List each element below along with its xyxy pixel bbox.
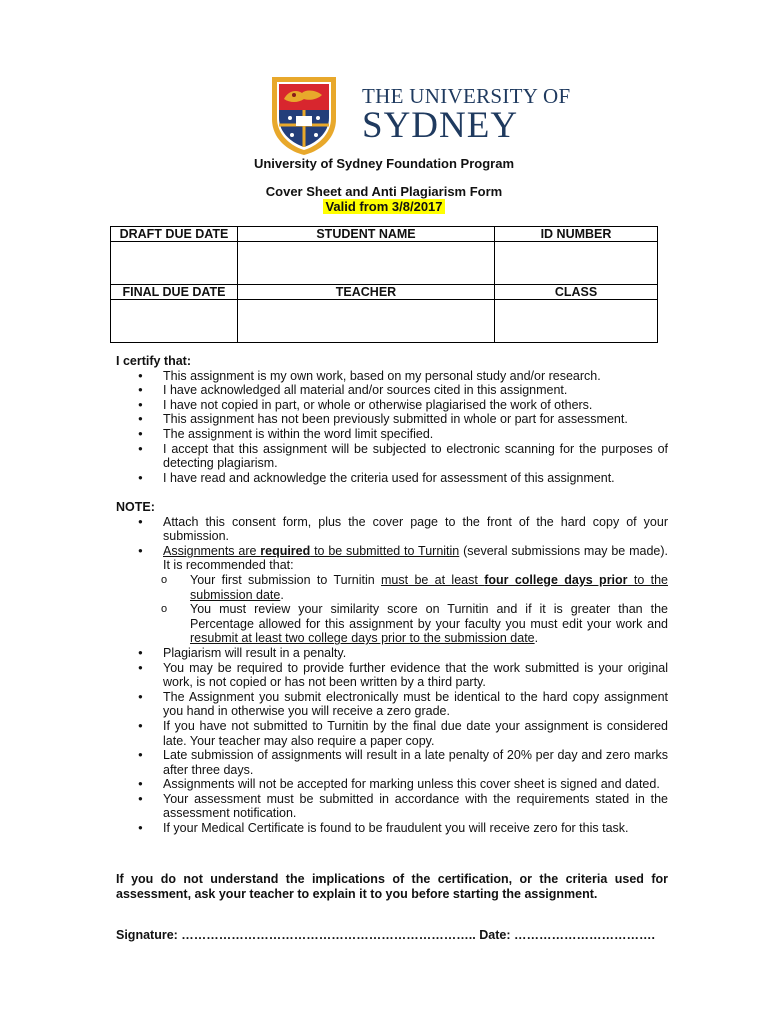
list-item: ● I have acknowledged all material and/or sources cited in this assignment. xyxy=(116,383,668,398)
list-item: ● The Assignment you submit electronically must be identical to the hard copy assignment you hand in otherwise you will receive a zero grade. xyxy=(116,690,668,719)
university-wordmark xyxy=(362,85,570,145)
id-number-cell[interactable] xyxy=(495,242,658,285)
list-item: ● If your Medical Certificate is found to be fraudulent you will receive zero for this task. xyxy=(116,821,668,836)
class-header: CLASS xyxy=(495,285,658,300)
list-item: ● The assignment is within the word limit specified. xyxy=(116,427,668,442)
sub-list-item: o You must review your similarity score on Turnitin and if it is greater than the Percentage allowed for this assignment by your faculty you must edit your work and resubmit at least two college days prior to the submission date. xyxy=(116,602,668,646)
certify-section xyxy=(116,354,668,485)
valid-date-line xyxy=(0,199,768,214)
list-item: ● I have read and acknowledge the criteria used for assessment of this assignment. xyxy=(116,471,668,486)
student-name-header: STUDENT NAME xyxy=(238,227,495,242)
student-info-table xyxy=(110,226,658,343)
university-crest-icon xyxy=(270,75,338,157)
signature-line xyxy=(116,928,655,942)
date-field[interactable]: ……………………………. xyxy=(513,928,655,942)
university-logo xyxy=(270,75,570,157)
wordmark-line-2: SYDNEY xyxy=(362,105,519,146)
turnitin-sublist xyxy=(163,573,668,646)
form-title: Cover Sheet and Anti Plagiarism Form xyxy=(265,184,503,199)
id-number-header: ID NUMBER xyxy=(495,227,658,242)
list-item: ● This assignment is my own work, based on my personal study and/or research. xyxy=(116,369,668,384)
draft-due-date-header: DRAFT DUE DATE xyxy=(111,227,238,242)
note-label: NOTE: xyxy=(116,500,155,514)
sub-list-item: o Your first submission to Turnitin must be at least four college days prior to the submission date. xyxy=(116,573,668,602)
list-item: ● I accept that this assignment will be subjected to electronic scanning for the purposes of detecting plagiarism. xyxy=(116,442,668,471)
list-item: ● This assignment has not been previously submitted in whole or part for assessment. xyxy=(116,412,668,427)
teacher-header: TEACHER xyxy=(238,285,495,300)
list-item: ● You may be required to provide further evidence that the work submitted is your original work, is not copied or has not been written by a third party. xyxy=(116,661,668,690)
list-item: ● Plagiarism will result in a penalty. xyxy=(116,646,668,661)
list-item: ● Your assessment must be submitted in accordance with the requirements stated in the assessment notification. xyxy=(116,792,668,821)
draft-due-date-cell[interactable] xyxy=(111,242,238,285)
note-list xyxy=(116,515,668,836)
final-due-date-cell[interactable] xyxy=(111,300,238,343)
list-item: ● Late submission of assignments will result in a late penalty of 20% per day and zero marks after three days. xyxy=(116,748,668,777)
student-name-cell[interactable] xyxy=(238,242,495,285)
certify-label: I certify that: xyxy=(116,354,192,368)
class-cell[interactable] xyxy=(495,300,658,343)
signature-field[interactable]: …………………………………………………………….. xyxy=(181,928,476,942)
teacher-cell[interactable] xyxy=(238,300,495,343)
certify-list xyxy=(116,369,668,486)
wordmark-line-1: THE UNIVERSITY OF xyxy=(362,84,571,108)
date-label: Date: xyxy=(479,928,511,942)
list-item: ● I have not copied in part, or whole or otherwise plagiarised the work of others. xyxy=(116,398,668,413)
program-title: University of Sydney Foundation Program xyxy=(253,156,515,171)
list-item: ● Assignments are required to be submitted to Turnitin (several submissions may be made). It is recommended that: o Your first submission to Turnitin must be at least four college days prior to the submission date. o You must review your similarity score on Turnitin and if it is greater than the Percentage allowed for this assignment by your faculty you must edit your work and resubmit at least two college days prior to the submission date. xyxy=(116,544,668,646)
list-item: ● If you have not submitted to Turnitin by the final due date your assignment is considered late. Your teacher may also require a paper copy. xyxy=(116,719,668,748)
valid-date-highlight: Valid from 3/8/2017 xyxy=(325,199,443,214)
note-section xyxy=(116,500,668,836)
closing-statement: If you do not understand the implications of the certification, or the criteria used for assessment, ask your teacher to explain it to you before starting the assignment. xyxy=(116,872,668,901)
list-item: ● Assignments will not be accepted for marking unless this cover sheet is signed and dated. xyxy=(116,777,668,792)
list-item: ● Attach this consent form, plus the cover page to the front of the hard copy of your submission. xyxy=(116,515,668,544)
final-due-date-header: FINAL DUE DATE xyxy=(111,285,238,300)
signature-label: Signature: xyxy=(116,928,178,942)
